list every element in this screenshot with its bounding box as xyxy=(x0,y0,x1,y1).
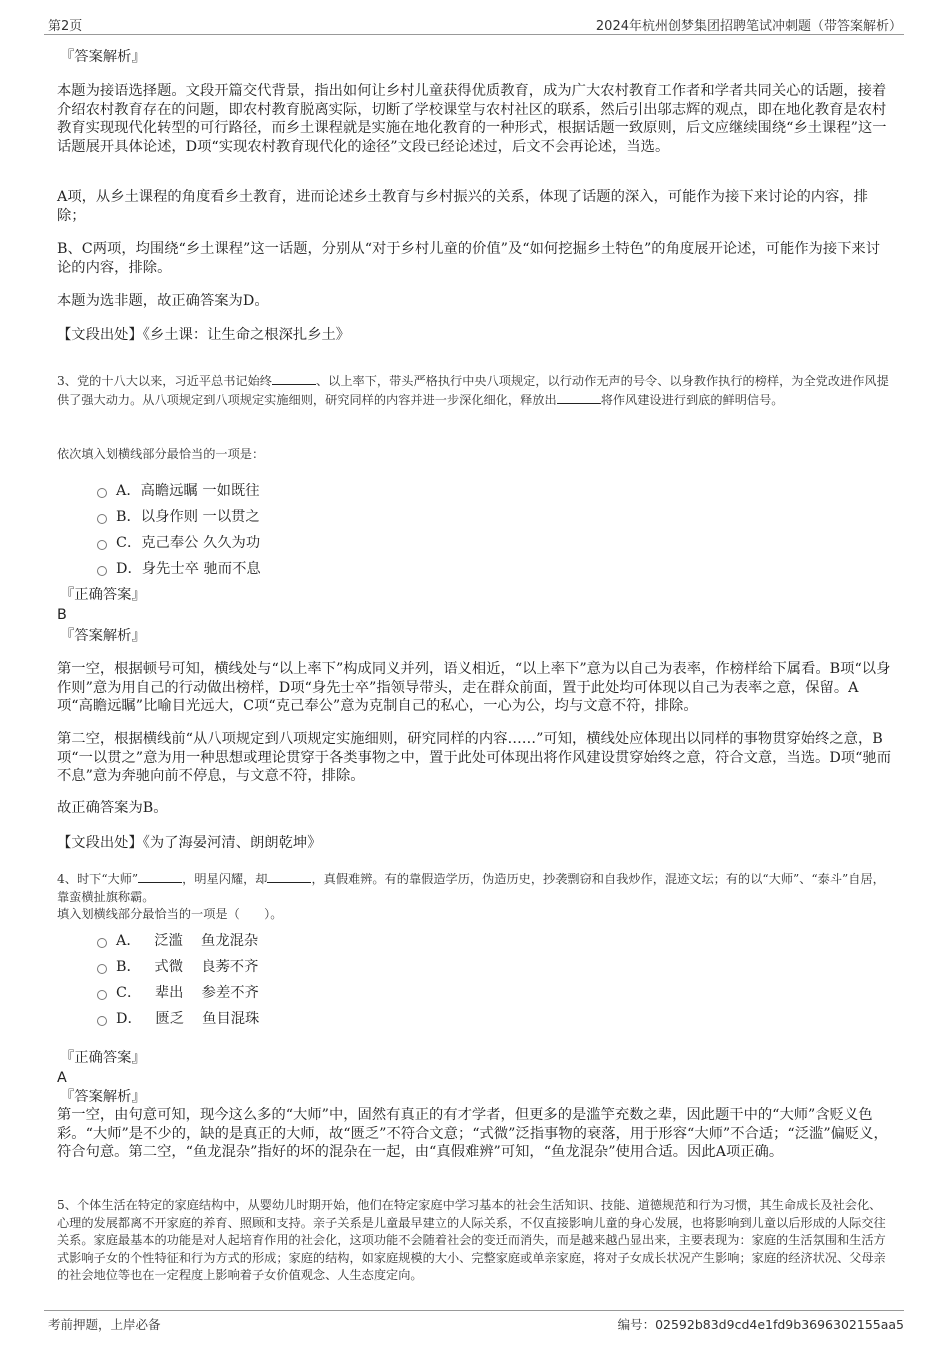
q3-stem xyxy=(57,372,893,409)
page-number: 第2页 xyxy=(48,19,83,34)
q2-analysis-p1: 本题为接语选择题。文段开篇交代背景，指出如何让乡村儿童获得优质教育，成为广大农村教育工作者和学者共同关心的话题，接着介绍农村教育存在的问题，即农村教育脱离实际，切断了学校课堂与农村社区的联系，然后引出邬志辉的观点，即在地化教育是农村教育实现现代化转型的可行路径，而乡土课程就是实施在地化教育的一种形式，根据话题一致原则，后文应继续围绕“乡土课程”这一话题展开具体论述，D项“实现农村教育现代化的途径”文段已经论述过，后文不会再论述，当选。 xyxy=(57,83,887,155)
q3-answer-label: 『正确答案』 xyxy=(60,587,146,603)
q4-analysis-p1: 第一空，由句意可知，现今这么多的“大师”中，固然有真正的有才学者，但更多的是滥竽充数之辈，因此题干中的“大师”含贬义色彩。“大师”是不少的，缺的是真正的大师，故“匮乏”不符合文意；“式微”泛指事物的衰落，用于形容“大师”不合适；“泛滥”偏贬义，符合句意。第二空，“鱼龙混杂”指好的坏的混杂在一起，由“真假难辨”可知，“鱼龙混杂”使用合适。因此A项正确。 xyxy=(57,1107,888,1161)
q2-analysis-p2: A项，从乡土课程的角度看乡土教育，进而论述乡土教育与乡村振兴的关系，体现了话题的深入，可能作为接下来讨论的内容，排除； xyxy=(57,189,868,224)
q4-option-d-label: D． 匮乏 鱼目混珠 xyxy=(116,1011,260,1027)
q4-option-c-label: C． 辈出 参差不齐 xyxy=(116,985,259,1001)
q3-option-d-label: D．身先士卒 驰而不息 xyxy=(116,561,261,577)
q3-option-a[interactable] xyxy=(97,482,260,500)
q4-answer-label: 『正确答案』 xyxy=(60,1050,146,1066)
q4-option-b-label: B． 式微 良莠不齐 xyxy=(116,959,259,975)
q3-stem-c: 将作风建设进行到底的鲜明信号。 xyxy=(600,392,784,407)
q3-option-c-label: C．克己奉公 久久为功 xyxy=(116,535,261,551)
q3-stem-a: 3、党的十八大以来，习近平总书记始终 xyxy=(57,374,272,388)
q3-analysis-p3: 故正确答案为B。 xyxy=(57,800,168,816)
q4-option-a-label: A． 泛滥 鱼龙混杂 xyxy=(116,933,259,949)
q3-blank-1 xyxy=(272,372,316,385)
q3-answer: B xyxy=(57,607,67,623)
q4-answer: A xyxy=(57,1070,67,1086)
document-id: 编号：02592b83d9cd4e1fd9b3696302155aa5 xyxy=(617,1317,904,1332)
q3-option-d[interactable] xyxy=(97,560,261,578)
q3-instruction: 依次填入划横线部分最恰当的一项是： xyxy=(57,447,265,461)
q4-stem-b: ，明星闪耀，却 xyxy=(182,872,268,886)
radio-icon[interactable] xyxy=(97,1016,107,1026)
q3-option-b[interactable] xyxy=(97,508,260,526)
radio-icon[interactable] xyxy=(97,566,107,576)
q3-analysis-p2: 第二空，根据横线前“从八项规定到八项规定实施细则，研究同样的内容……”可知，横线处应体现出以同样的事物贯穿始终之意，B项“一以贯之”意为用一种思想或理论贯穿于各类事物之中，置于此处可体现出将作风建设贯穿始终之意，符合文意，当选。D项“驰而不息”意为奔驰向前不停息，与文意不符，排除。 xyxy=(57,731,892,785)
q2-analysis-p4: 本题为选非题，故正确答案为D。 xyxy=(57,293,269,309)
q4-option-b[interactable] xyxy=(97,958,258,976)
document-title: 2024年杭州创梦集团招聘笔试冲刺题（带答案解析） xyxy=(595,19,902,34)
radio-icon[interactable] xyxy=(97,540,107,550)
q4-option-c[interactable] xyxy=(97,984,259,1002)
q3-option-a-label: A．高瞻远瞩 一如既往 xyxy=(116,483,260,499)
q2-analysis-p3: B、C两项，均围绕“乡土课程”这一话题，分别从“对于乡村儿童的价值”及“如何挖掘乡土特色”的角度展开论述，可能作为接下来讨论的内容，排除。 xyxy=(57,241,881,276)
q4-option-a[interactable] xyxy=(97,932,258,950)
q4-analysis-label: 『答案解析』 xyxy=(60,1089,146,1105)
q4-blank-1 xyxy=(138,870,182,883)
q2-source: 【文段出处】《乡土课：让生命之根深扎乡土》 xyxy=(57,327,351,343)
q4-option-d[interactable] xyxy=(97,1010,259,1028)
q3-option-c[interactable] xyxy=(97,534,260,552)
q3-analysis-p1: 第一空，根据顿号可知，横线处与“以上率下”构成同义并列，语义相近，“以上率下”意为以自己为表率，作榜样给下属看。B项“以身作则”意为用自己的行动做出榜样，D项“身先士卒”指领导带头，走在群众前面，置于此处均可体现以自己为表率之意，保留。A项“高瞻远瞩”比喻目光远大，C项“克己奉公”意为克制自己的私心，一心为公，均与文意不符，排除。 xyxy=(57,661,891,715)
q3-analysis-label: 『答案解析』 xyxy=(60,628,146,644)
q3-source: 【文段出处】《为了海晏河清、朗朗乾坤》 xyxy=(57,835,322,851)
q3-stem-b: 、以上率下，带头严格执行中央八项规定，以行动作无声的号令、以身教作执行的榜样，为全党改进作风提供了强大动力。从八项规定到八项规定实施细则，研究同样的内容并进一步深化细化，释放出 xyxy=(57,374,889,407)
q4-stem xyxy=(57,870,893,906)
q3-option-b-label: B．以身作则 一以贯之 xyxy=(116,509,260,525)
q3-blank-2 xyxy=(557,391,601,404)
radio-icon[interactable] xyxy=(97,514,107,524)
q5-stem: 5、个体生活在特定的家庭结构中，从婴幼儿时期开始，他们在特定家庭中学习基本的社会生活知识、技能、道德规范和行为习惯，其生命成长及社会化、心理的发展都离不开家庭的养育、照顾和支持。亲子关系是儿童最早建立的人际关系，不仅直接影响儿童的身心发展，也将影响到儿童以后形成的人际交往关系。家庭最基本的功能是对人起培育作用的社会化，这项功能不会随着社会的变迁而消失，而是越来越凸显出来，主要表现为：家庭的生活氛围和生活方式影响子女的个性特征和行为方式的形成；家庭的结构，如家庭规模的大小、完整家庭或单亲家庭，将对子女成长状况产生影响；家庭的经济状况、父母亲的社会地位等也在一定程度上影响着子女价值观念、人生态度定向。 xyxy=(57,1198,886,1282)
q4-instruction: 填入划横线部分最恰当的一项是（ ）。 xyxy=(57,907,283,921)
page-header xyxy=(44,12,904,35)
radio-icon[interactable] xyxy=(97,990,107,1000)
radio-icon[interactable] xyxy=(97,964,107,974)
q4-stem-c: ，真假难辨。有的靠假造学历，伪造历史，抄袭剽窃和自我炒作，混迹文坛；有的以“大师”、“泰斗”自居，靠蛮横扯旗称霸。 xyxy=(57,872,885,904)
q4-stem-a: 4、时下“大师” xyxy=(57,872,139,886)
radio-icon[interactable] xyxy=(97,938,107,948)
page-footer xyxy=(44,1310,904,1337)
footer-slogan: 考前押题，上岸必备 xyxy=(48,1317,161,1332)
q4-blank-2 xyxy=(267,870,311,883)
q2-analysis-label: 『答案解析』 xyxy=(60,49,146,65)
radio-icon[interactable] xyxy=(97,488,107,498)
